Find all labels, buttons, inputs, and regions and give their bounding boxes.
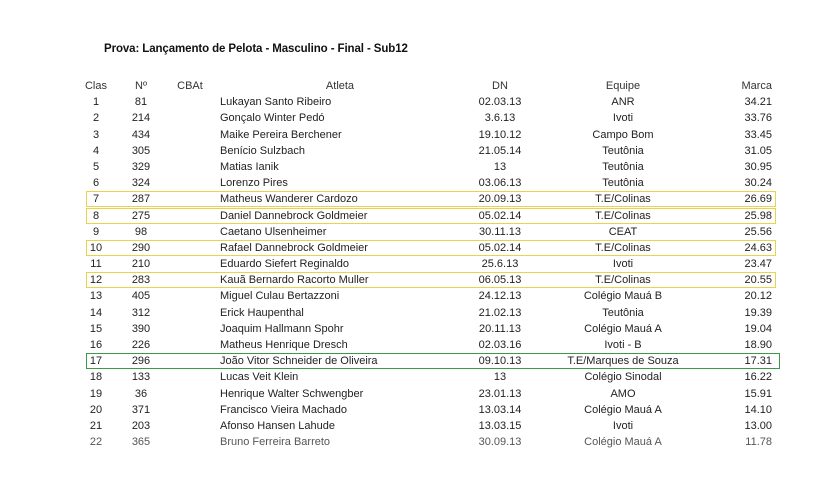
cell-team: Ivoti [612,112,634,125]
table-row [0,110,840,126]
cell-dn: 21.02.13 [478,306,522,319]
cell-clas: 10 [89,241,103,254]
table-row [0,191,840,207]
cell-mark: 30.24 [744,177,772,190]
cell-num: 365 [131,436,151,449]
cell-team: Teutônia [602,144,644,157]
cell-athlete: Caetano Ulsenheimer [220,225,327,238]
cell-num: 226 [131,339,151,351]
table-row [0,337,840,353]
cell-clas: 15 [89,322,103,335]
table-row [0,418,840,434]
cell-athlete: Gonçalo Winter Pedó [220,112,325,125]
cell-mark: 23.47 [744,258,772,271]
header-cbat: CBAt [177,80,203,92]
cell-team: CEAT [608,225,638,238]
cell-mark: 18.90 [744,339,772,351]
cell-mark: 20.55 [744,274,772,287]
cell-clas: 3 [92,128,100,141]
cell-clas: 8 [92,209,100,222]
cell-mark: 17.31 [744,355,772,368]
header-team: Equipe [605,80,641,92]
cell-dn: 19.10.12 [478,128,522,141]
cell-mark: 33.76 [744,112,772,125]
cell-num: 312 [131,306,151,319]
cell-clas: 18 [89,371,103,384]
cell-dn: 20.11.13 [478,322,521,335]
cell-dn: 20.09.13 [478,193,522,206]
cell-mark: 15.91 [744,387,772,400]
cell-team: ANR [611,96,635,109]
cell-num: 81 [134,96,148,109]
cell-team: AMO [610,387,636,400]
cell-dn: 13.03.14 [478,403,522,416]
cell-num: 290 [131,241,151,254]
cell-dn: 02.03.16 [478,339,522,351]
cell-dn: 02.03.13 [478,96,522,109]
cell-clas: 14 [89,306,103,319]
cell-clas: 21 [89,419,103,432]
cell-num: 287 [131,193,151,206]
table-row [0,369,840,385]
cell-athlete: Henrique Walter Schwengber [220,387,364,400]
cell-team: Ivoti - B [604,339,642,351]
table-row [0,353,840,369]
cell-athlete: Bruno Ferreira Barreto [220,436,331,449]
cell-athlete: Benício Sulzbach [220,144,305,157]
cell-athlete: Maike Pereira Berchener [220,128,342,141]
cell-athlete: Lorenzo Pires [220,177,288,190]
cell-dn: 24.12.13 [478,290,522,303]
cell-mark: 16.22 [744,371,772,384]
table-row [0,94,840,110]
event-title: Prova: Lançamento de Pelota - Masculino - Final - Sub12 [104,43,408,55]
cell-mark: 24.63 [744,241,772,254]
cell-num: 405 [131,290,151,303]
table-row [0,175,840,191]
cell-clas: 12 [89,274,103,287]
cell-clas: 20 [89,403,103,416]
cell-num: 214 [131,112,151,125]
table-body [0,94,840,450]
table-row [0,402,840,418]
cell-clas: 5 [92,160,100,173]
cell-team: Teutônia [602,177,644,190]
cell-clas: 1 [92,96,100,109]
cell-dn: 09.10.13 [478,355,522,368]
cell-num: 98 [134,225,148,238]
cell-athlete: Matias Ianik [220,160,279,173]
cell-dn: 3.6.13 [484,112,516,125]
table-row [0,224,840,240]
table-row [0,256,840,272]
cell-team: T.E/Colinas [595,274,651,287]
cell-dn: 25.6.13 [481,258,519,271]
cell-clas: 4 [92,144,100,157]
table-row [0,272,840,288]
cell-dn: 06.05.13 [478,274,522,287]
header-clas: Clas [84,80,107,92]
cell-athlete: Francisco Vieira Machado [220,403,347,416]
cell-clas: 19 [89,387,103,400]
cell-mark: 30.95 [744,160,772,173]
cell-clas: 7 [92,193,100,206]
table-row [0,143,840,159]
cell-athlete: Lucas Veit Klein [220,371,299,384]
cell-clas: 17 [89,355,103,368]
cell-mark: 19.04 [744,322,772,335]
cell-athlete: Joaquim Hallmann Spohr [220,322,344,335]
header-num: Nº [135,80,147,92]
cell-mark: 13.00 [744,419,772,432]
header-athlete: Atleta [325,80,355,92]
table-row [0,288,840,304]
cell-team: Teutônia [602,160,644,173]
cell-mark: 26.69 [744,193,772,206]
cell-athlete: Kauã Bernardo Racorto Muller [220,274,369,287]
cell-mark: 11.78 [745,436,772,449]
table-row [0,127,840,143]
cell-team: Colégio Mauá A [584,322,662,335]
cell-mark: 33.45 [744,128,772,141]
cell-team: Colégio Mauá A [584,403,662,416]
cell-athlete: Matheus Henrique Dresch [220,339,348,351]
cell-clas: 16 [89,339,103,351]
cell-mark: 25.98 [744,209,772,222]
cell-mark: 25.56 [744,225,772,238]
cell-clas: 11 [90,258,102,271]
cell-team: T.E/Marques de Souza [567,355,679,368]
cell-num: 210 [131,258,151,271]
cell-team: Colégio Sinodal [584,371,662,384]
cell-athlete: Erick Haupenthal [220,306,304,319]
cell-athlete: Miguel Culau Bertazzoni [220,290,340,303]
cell-dn: 13 [493,371,507,384]
table-row [0,434,840,450]
results-table [0,78,840,450]
cell-clas: 2 [92,112,100,125]
table-row [0,386,840,402]
cell-athlete: João Vitor Schneider de Oliveira [220,355,378,368]
cell-team: T.E/Colinas [595,193,651,206]
cell-dn: 30.09.13 [478,436,522,449]
cell-dn: 05.02.14 [478,209,522,222]
cell-num: 324 [131,177,151,190]
cell-num: 434 [131,128,151,141]
cell-team: T.E/Colinas [595,241,651,254]
table-row [0,321,840,337]
cell-mark: 31.05 [744,144,772,157]
table-row [0,208,840,224]
cell-athlete: Eduardo Siefert Reginaldo [220,258,350,271]
table-row [0,159,840,175]
cell-mark: 14.10 [744,403,772,416]
cell-dn: 30.11.13 [478,225,521,238]
cell-dn: 03.06.13 [478,177,522,190]
cell-clas: 9 [92,225,100,238]
header-dn: DN [492,80,508,92]
cell-num: 329 [131,160,151,173]
cell-num: 390 [131,322,151,335]
cell-team: Teutônia [602,306,644,319]
cell-athlete: Rafael Dannebrock Goldmeier [220,241,368,254]
cell-num: 283 [131,274,151,287]
cell-athlete: Lukayan Santo Ribeiro [220,96,332,109]
cell-team: Campo Bom [592,128,654,141]
cell-num: 133 [131,371,151,384]
cell-num: 275 [131,209,151,222]
table-row [0,240,840,256]
cell-mark: 19.39 [744,306,772,319]
cell-athlete: Daniel Dannebrock Goldmeier [220,209,368,222]
cell-num: 371 [131,403,151,416]
cell-clas: 6 [92,177,100,190]
cell-athlete: Afonso Hansen Lahude [220,419,335,432]
cell-mark: 20.12 [744,290,772,303]
cell-dn: 05.02.14 [478,241,522,254]
cell-num: 36 [134,387,148,400]
cell-dn: 23.01.13 [478,387,522,400]
cell-num: 305 [131,144,151,157]
cell-mark: 34.21 [744,96,772,109]
cell-team: Ivoti [612,258,634,271]
cell-team: Colégio Mauá A [584,436,662,449]
cell-team: Colégio Mauá B [583,290,663,303]
cell-dn: 13.03.15 [478,419,522,432]
cell-clas: 22 [89,436,103,449]
header-mark: Marca [741,80,772,92]
cell-num: 203 [131,419,151,432]
cell-athlete: Matheus Wanderer Cardozo [220,193,358,206]
cell-dn: 13 [493,160,507,173]
cell-team: Ivoti [612,419,634,432]
cell-num: 296 [131,355,151,368]
table-header [0,78,840,94]
cell-dn: 21.05.14 [478,144,522,157]
table-row [0,305,840,321]
cell-clas: 13 [89,290,103,303]
cell-team: T.E/Colinas [595,209,651,222]
